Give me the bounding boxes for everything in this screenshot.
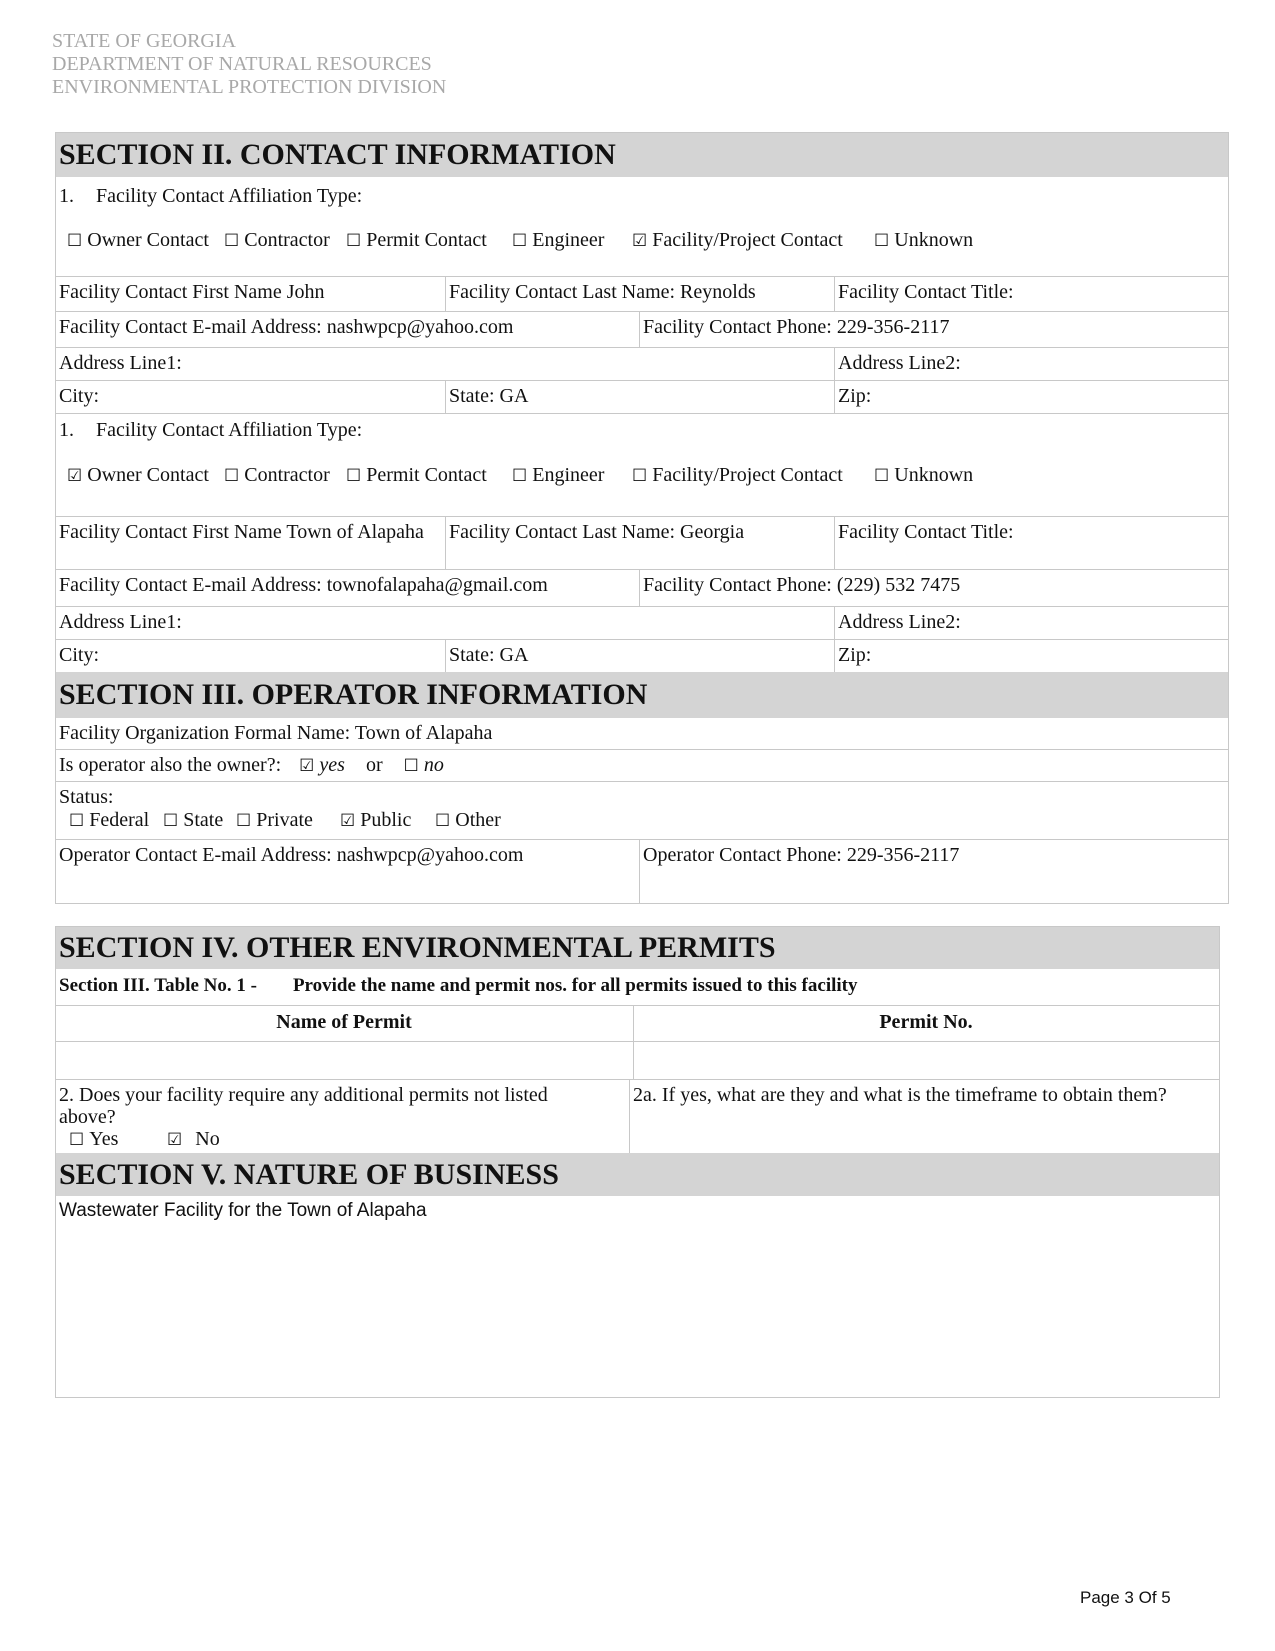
status-other[interactable]: ☐ Other xyxy=(435,809,501,831)
contact-2-email[interactable]: Facility Contact E-mail Address: townofalapaha@gmail.com xyxy=(59,574,548,596)
additional-permits-question-cell xyxy=(56,1080,629,1153)
nature-of-business-text[interactable]: Wastewater Facility for the Town of Alapaha xyxy=(59,1200,427,1221)
checkbox-icon[interactable]: ☐ xyxy=(403,756,419,776)
status-public[interactable]: ☑ Public xyxy=(340,809,412,831)
owner-yes-label: yes xyxy=(319,754,345,776)
checkbox-checked-icon[interactable]: ☑ xyxy=(340,811,356,831)
checkbox-icon[interactable]: ☐ xyxy=(224,231,240,251)
checkbox-checked-icon[interactable]: ☑ xyxy=(299,756,315,776)
checkbox-checked-icon[interactable]: ☑ xyxy=(67,466,83,486)
contact-1-affiliation-row xyxy=(56,177,1228,276)
operator-org-name[interactable]: Facility Organization Formal Name: Town of Alapaha xyxy=(59,722,493,744)
contact-1-name-row xyxy=(56,276,1228,311)
option-contractor[interactable]: ☐ Contractor xyxy=(224,464,330,486)
owner-no-label: no xyxy=(423,754,444,776)
permit-name-cell[interactable] xyxy=(56,1042,633,1079)
section-v-heading: SECTION V. NATURE OF BUSINESS xyxy=(56,1153,1219,1196)
affiliation-label: Facility Contact Affiliation Type: xyxy=(96,185,363,207)
permit-table-row xyxy=(56,1041,1219,1079)
status-private[interactable]: ☐ Private xyxy=(236,809,313,831)
contact-1-address-row xyxy=(56,347,1228,380)
status-label: Status: xyxy=(59,786,114,808)
permit-table-header-row xyxy=(56,1005,1219,1041)
contact-2-phone[interactable]: Facility Contact Phone: (229) 532 7475 xyxy=(639,570,1228,606)
operator-status-row xyxy=(56,781,1228,839)
contact-1-address-line2[interactable]: Address Line2: xyxy=(834,348,1228,380)
contact-2-first-name[interactable]: Facility Contact First Name Town of Alapaha xyxy=(59,521,424,543)
checkbox-icon[interactable]: ☐ xyxy=(512,231,528,251)
permit-number-cell[interactable] xyxy=(633,1042,1219,1079)
contact-2-title[interactable]: Facility Contact Title: xyxy=(834,517,1228,569)
contact-1-last-name[interactable]: Facility Contact Last Name: Reynolds xyxy=(445,277,834,311)
contact-2-address-line2[interactable]: Address Line2: xyxy=(834,607,1228,639)
option-unknown[interactable]: ☐ Unknown xyxy=(874,229,974,251)
checkbox-icon[interactable]: ☐ xyxy=(346,466,362,486)
checkbox-checked-icon[interactable]: ☑ xyxy=(632,231,648,251)
additional-permits-timeframe[interactable]: 2a. If yes, what are they and what is the timeframe to obtain them? xyxy=(629,1080,1219,1153)
option-permit-contact[interactable]: ☐ Permit Contact xyxy=(346,229,487,251)
option-unknown[interactable]: ☐ Unknown xyxy=(874,464,974,486)
checkbox-icon[interactable]: ☐ xyxy=(163,811,179,831)
contact-1-city-row xyxy=(56,380,1228,413)
permit-table-caption-row xyxy=(56,969,1219,1005)
contact-2-address-row xyxy=(56,606,1228,639)
contact-2-email-row xyxy=(56,569,1228,606)
section-ii-heading: SECTION II. CONTACT INFORMATION xyxy=(56,133,1228,177)
contact-1-title[interactable]: Facility Contact Title: xyxy=(834,277,1228,311)
permit-table-caption-text: Provide the name and permit nos. for all permits issued to this facility xyxy=(292,975,858,996)
checkbox-icon[interactable]: ☐ xyxy=(632,466,648,486)
option-engineer[interactable]: ☐ Engineer xyxy=(512,229,605,251)
agency-header xyxy=(52,30,446,99)
checkbox-icon[interactable]: ☐ xyxy=(435,811,451,831)
contact-1-city[interactable]: City: xyxy=(59,385,100,407)
affiliation-label: Facility Contact Affiliation Type: xyxy=(96,419,363,441)
contact-1-email[interactable]: Facility Contact E-mail Address: nashwpcp@yahoo.com xyxy=(59,316,514,338)
nature-of-business-row xyxy=(56,1196,1219,1397)
checkbox-icon[interactable]: ☐ xyxy=(67,231,83,251)
status-state[interactable]: ☐ State xyxy=(163,809,224,831)
contact-1-zip[interactable]: Zip: xyxy=(834,381,1228,413)
permit-table-caption-label: Section III. Table No. 1 - xyxy=(59,975,257,996)
option-facility-project-contact[interactable]: ☐ Facility/Project Contact xyxy=(632,464,843,486)
checkbox-icon[interactable]: ☐ xyxy=(69,811,85,831)
option-engineer[interactable]: ☐ Engineer xyxy=(512,464,605,486)
status-federal[interactable]: ☐ Federal xyxy=(69,809,150,831)
affiliation-number: 1. xyxy=(59,419,74,441)
contact-2-affiliation-row xyxy=(56,413,1228,516)
checkbox-checked-icon[interactable]: ☑ xyxy=(167,1130,183,1150)
affiliation-number: 1. xyxy=(59,185,74,207)
contact-1-address-line1[interactable]: Address Line1: xyxy=(59,352,182,374)
owner-or-label: or xyxy=(365,754,383,776)
permits-business-block xyxy=(55,926,1220,1398)
section-iv-heading: SECTION IV. OTHER ENVIRONMENTAL PERMITS xyxy=(56,927,1219,969)
operator-phone[interactable]: Operator Contact Phone: 229-356-2117 xyxy=(639,840,1228,903)
option-owner-contact[interactable]: ☐ Owner Contact xyxy=(67,229,209,251)
contact-2-zip[interactable]: Zip: xyxy=(834,640,1228,672)
checkbox-icon[interactable]: ☐ xyxy=(224,466,240,486)
additional-permits-row xyxy=(56,1079,1219,1153)
option-facility-project-contact[interactable]: ☑ Facility/Project Contact xyxy=(632,229,843,251)
agency-line-department: DEPARTMENT OF NATURAL RESOURCES xyxy=(52,53,432,75)
contact-1-state[interactable]: State: GA xyxy=(445,381,834,413)
additional-permits-question: 2. Does your facility require any additional permits not listed above? xyxy=(59,1084,548,1128)
checkbox-icon[interactable]: ☐ xyxy=(346,231,362,251)
contact-2-address-line1[interactable]: Address Line1: xyxy=(59,611,182,633)
section-iii-heading: SECTION III. OPERATOR INFORMATION xyxy=(56,672,1228,718)
option-owner-contact[interactable]: ☑ Owner Contact xyxy=(67,464,209,486)
permit-name-column-header: Name of Permit xyxy=(276,1011,412,1033)
agency-line-division: ENVIRONMENTAL PROTECTION DIVISION xyxy=(52,76,447,98)
permit-number-column-header: Permit No. xyxy=(633,1006,1219,1041)
checkbox-icon[interactable]: ☐ xyxy=(512,466,528,486)
contact-2-city[interactable]: City: xyxy=(59,644,100,666)
additional-permits-no[interactable]: ☑ No xyxy=(167,1128,220,1150)
checkbox-icon[interactable]: ☐ xyxy=(69,1130,85,1150)
contact-2-last-name[interactable]: Facility Contact Last Name: Georgia xyxy=(445,517,834,569)
checkbox-icon[interactable]: ☐ xyxy=(236,811,252,831)
agency-line-state: STATE OF GEORGIA xyxy=(52,30,236,52)
owner-question: Is operator also the owner?: xyxy=(59,754,282,776)
operator-email[interactable]: Operator Contact E-mail Address: nashwpcp@yahoo.com xyxy=(59,844,524,866)
operator-org-row xyxy=(56,718,1228,749)
contact-2-state[interactable]: State: GA xyxy=(445,640,834,672)
contact-1-phone[interactable]: Facility Contact Phone: 229-356-2117 xyxy=(639,312,1228,347)
contact-1-first-name[interactable]: Facility Contact First Name John xyxy=(59,281,325,303)
contact-2-name-row xyxy=(56,516,1228,569)
option-contractor[interactable]: ☐ Contractor xyxy=(224,229,330,251)
contact-operator-block xyxy=(55,132,1229,904)
operator-contact-row xyxy=(56,839,1228,903)
contact-1-email-row xyxy=(56,311,1228,347)
option-permit-contact[interactable]: ☐ Permit Contact xyxy=(346,464,487,486)
operator-owner-row xyxy=(56,749,1228,781)
additional-permits-yes[interactable]: ☐ Yes xyxy=(69,1128,119,1150)
checkbox-icon[interactable]: ☐ xyxy=(874,231,890,251)
contact-2-city-row xyxy=(56,639,1228,672)
checkbox-icon[interactable]: ☐ xyxy=(874,466,890,486)
page-number: Page 3 Of 5 xyxy=(1080,1588,1171,1607)
